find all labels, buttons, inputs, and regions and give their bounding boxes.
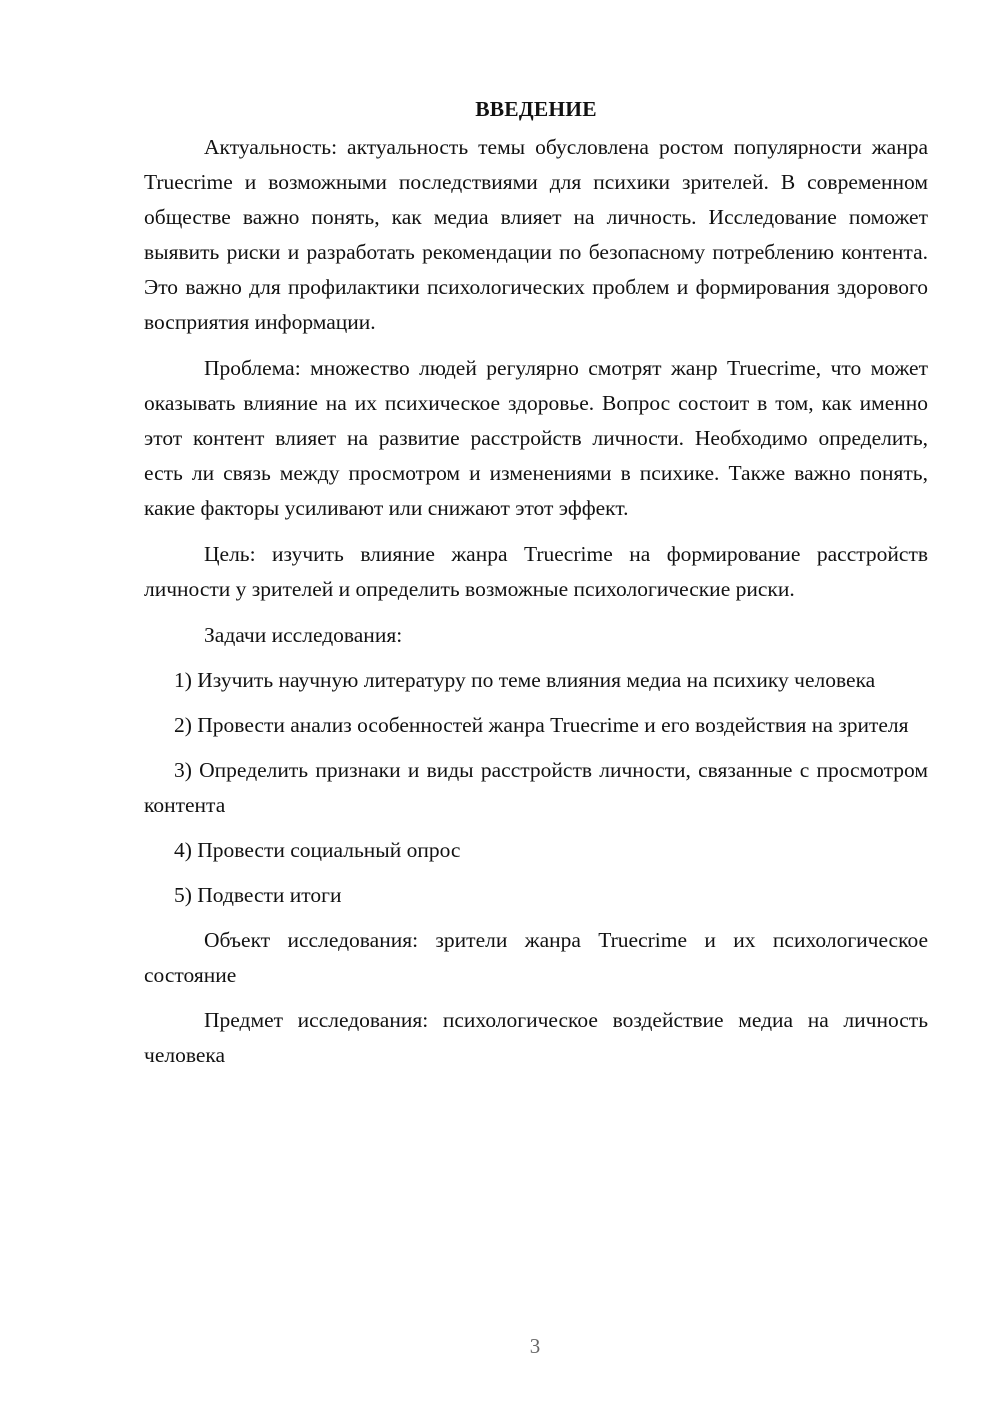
page-title: ВВЕДЕНИЕ	[475, 97, 597, 121]
goal-paragraph: Цель: изучить влияние жанра Truecrime на формирование расстройств личности у зрителей и определить возможные психологические риски.	[144, 542, 928, 601]
task-item: 2) Провести анализ особенностей жанра Truecrime и его воздействия на зрителя	[174, 713, 909, 737]
problem-paragraph: Проблема: множество людей регулярно смотрят жанр Truecrime, что может оказывать влияние на их психическое здоровье. Вопрос состоит в том, как именно этот контент влияет на развитие расстройств личности. Необходимо определить, есть ли связь между просмотром и изменениями в психике. Также важно понять, какие факторы усиливают или снижают этот эффект.	[144, 356, 928, 520]
object-paragraph: Объект исследования: зрители жанра Truecrime и их психологическое состояние	[144, 928, 928, 987]
subject-paragraph: Предмет исследования: психологическое воздействие медиа на личность человека	[144, 1008, 928, 1067]
tasks-title: Задачи исследования:	[204, 623, 403, 647]
document-page	[144, 92, 928, 1073]
relevance-paragraph: Актуальность: актуальность темы обусловлена ростом популярности жанра Truecrime и возможными последствиями для психики зрителей. В современном обществе важно понять, как медиа влияет на личность. Исследование поможет выявить риски и разработать рекомендации по безопасному потреблению контента. Это важно для профилактики психологических проблем и формирования здорового восприятия информации.	[144, 135, 928, 334]
task-item: 5) Подвести итоги	[174, 883, 342, 907]
task-item: 4) Провести социальный опрос	[174, 838, 461, 862]
page-number: 3	[529, 1334, 541, 1358]
task-item: 3) Определить признаки и виды расстройств личности, связанные с просмотром контента	[144, 758, 928, 817]
task-item: 1) Изучить научную литературу по теме влияния медиа на психику человека	[174, 668, 876, 692]
